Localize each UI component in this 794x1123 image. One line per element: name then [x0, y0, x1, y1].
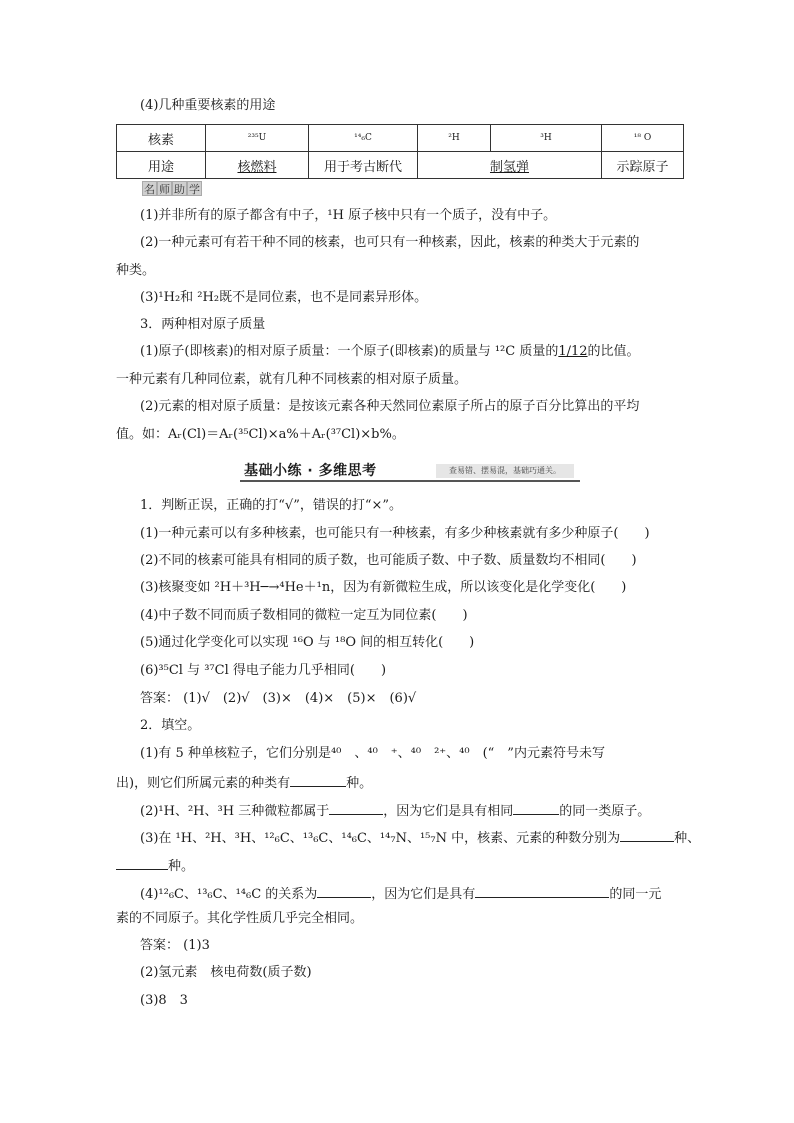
badge-char: 师	[159, 183, 170, 196]
table-cell: 用于考古断代	[309, 152, 418, 179]
text: (4)¹²₆C、¹³₆C、¹⁴₆C 的关系为	[140, 887, 318, 902]
question-item: (2)不同的核素可能具有相同的质子数，也可能质子数、中子数、质量数均不相同( )	[140, 553, 637, 568]
table-cell: ¹⁸ O	[602, 125, 684, 152]
answer	[140, 937, 210, 955]
badge-char: 学	[189, 183, 200, 196]
paragraph	[140, 343, 640, 361]
answer-blank[interactable]	[116, 855, 168, 870]
answer-text: (2)氢元素 核电荷数(质子数)	[140, 965, 312, 980]
answer-text: (1)3	[183, 938, 210, 953]
text: 的同一类原子。	[559, 804, 651, 819]
question-item: (5)通过化学变化可以实现 ¹⁶O 与 ¹⁸O 间的相互转化( )	[140, 635, 475, 650]
question-item	[116, 772, 372, 793]
table-row	[117, 125, 684, 152]
table-cell: 制氢弹	[418, 152, 602, 179]
banner-subtitle: 查易错、摆易混，基础巧通关。	[436, 464, 574, 478]
banner-rule	[240, 480, 580, 482]
answer-label: 答案：	[140, 938, 180, 953]
table-cell: 核燃料	[206, 152, 309, 179]
note: 种类。	[116, 263, 156, 278]
answer-blank[interactable]	[475, 883, 609, 898]
question-item: (3)核聚变如 ²H＋³H─→⁴He＋¹n，因为有新微粒生成，所以该变化是化学变化( )	[140, 580, 627, 595]
section-title: (4)几种重要核素的用途	[140, 98, 276, 113]
question-item: (6)³⁵Cl 与 ³⁷Cl 得电子能力几乎相同( )	[140, 663, 387, 678]
question-item	[116, 855, 194, 876]
section-heading: 3．两种相对原子质量	[140, 317, 266, 332]
question-item: (1)一种元素可以有多种核素，也可能只有一种核素，有多少种核素就有多少种原子( )	[140, 526, 650, 541]
answer	[140, 690, 416, 708]
table-cell: ²H	[418, 125, 491, 152]
paragraph: 值。如：Aᵣ(Cl)＝Aᵣ(³⁵Cl)×a%＋Aᵣ(³⁷Cl)×b%。	[116, 427, 405, 442]
answer-blank[interactable]	[329, 800, 383, 815]
answer-text: (1)√ (2)√ (3)× (4)× (5)× (6)√	[183, 691, 417, 706]
section-banner	[240, 460, 580, 482]
text: 的同一元	[609, 887, 662, 902]
text: 种。	[168, 859, 195, 874]
note: (2)一种元素可有若干种不同的核素，也可只有一种核素，因此，核素的种类大于元素的	[140, 235, 640, 250]
text: 种、	[674, 831, 701, 846]
badge-char: 名	[144, 183, 155, 196]
text: (3)在 ¹H、²H、³H、¹²₆C、¹³₆C、¹⁴₆C、¹⁴₇N、¹⁵₇N 中，核素、元素的种数分别为	[140, 831, 621, 846]
text: ，因为它们是具有相同	[383, 804, 514, 819]
banner-title: 基础小练 · 多维思考	[244, 463, 377, 479]
text: ，因为它们是具有	[371, 887, 476, 902]
badge-char: 助	[174, 183, 185, 196]
table-cell: ³H	[491, 125, 602, 152]
answer-blank[interactable]	[620, 827, 674, 842]
answer-text: (3)8 3	[140, 993, 188, 1008]
isotope-uses-table	[116, 124, 684, 179]
fraction: 1/12	[558, 344, 588, 359]
table-cell: ¹⁴₆C	[309, 125, 418, 152]
text: 出)，则它们所属元素的种类有	[116, 776, 291, 791]
text: (2)¹H、²H、³H 三种微粒都属于	[140, 804, 330, 819]
question-item: (4)中子数不同而质子数相同的微粒一定互为同位素( )	[140, 608, 468, 623]
paragraph: (2)元素的相对原子质量：是按该元素各种天然同位素原子所占的原子百分比算出的平均	[140, 399, 640, 414]
question-item	[140, 827, 700, 848]
table-cell: 示踪原子	[602, 152, 684, 179]
answer-blank[interactable]	[513, 800, 559, 815]
question-item	[140, 800, 650, 821]
table-cell: ²³⁵U	[206, 125, 309, 152]
text: (1)原子(即核素)的相对原子质量：一个原子(即核素)的质量与 ¹²C 质量的	[140, 344, 559, 359]
question-title: 2．填空。	[140, 718, 201, 733]
question-item: (1)有 5 种单核粒子，它们分别是⁴⁰ 、⁴⁰ ⁺、⁴⁰ ²⁺、⁴⁰ (“ ”内元素符号未写	[140, 746, 605, 761]
answer-blank[interactable]	[317, 883, 371, 898]
question-item: 素的不同原子。其化学性质几乎完全相同。	[116, 911, 364, 926]
note: (3)¹H₂和 ²H₂既不是同位素，也不是同素异形体。	[140, 290, 428, 305]
table-cell: 核素	[117, 125, 206, 152]
question-title: 1．判断正误，正确的打“√”，错误的打“×”。	[140, 498, 403, 513]
table-cell: 用途	[117, 152, 206, 179]
tip-badge	[142, 181, 202, 196]
text: 的比值。	[587, 344, 640, 359]
question-item	[140, 883, 661, 904]
paragraph: 一种元素有几种同位素，就有几种不同核素的相对原子质量。	[116, 372, 468, 387]
answer-blank[interactable]	[290, 772, 346, 787]
note: (1)并非所有的原子都含有中子，¹H 原子核中只有一个质子，没有中子。	[140, 208, 557, 223]
answer-label: 答案：	[140, 691, 180, 706]
table-row	[117, 152, 684, 179]
text: 种。	[346, 776, 373, 791]
